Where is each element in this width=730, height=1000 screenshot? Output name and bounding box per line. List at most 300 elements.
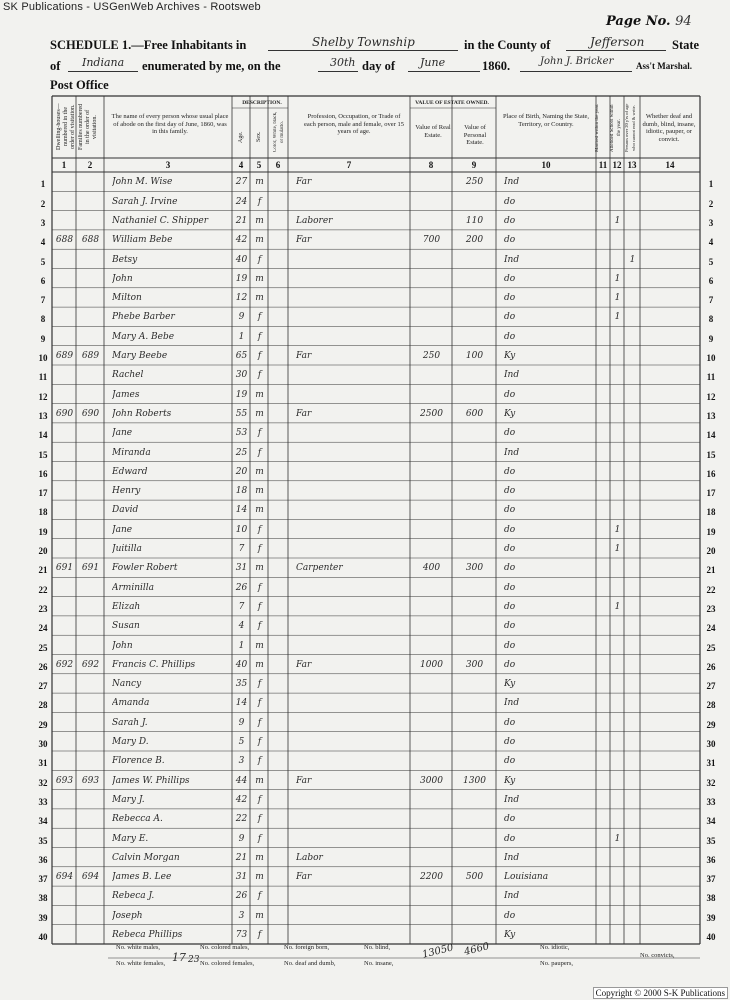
birthplace: do: [504, 196, 516, 207]
sex: f: [257, 428, 262, 439]
colored-females-label: No. colored females,: [200, 960, 255, 967]
person-name: Phebe Barber: [112, 312, 175, 323]
row-number-right: 20: [706, 546, 716, 556]
person-name: William Bebe: [112, 235, 173, 246]
page-label: Page No.: [606, 14, 671, 29]
col-family-header: Families numbered in the order of visitation.: [78, 103, 98, 151]
schedule-label: SCHEDULE 1.: [50, 38, 132, 52]
age: 4: [238, 621, 245, 632]
person-name: James: [112, 389, 140, 400]
birthplace: Ky: [504, 775, 516, 786]
real-estate-value: 1000: [420, 659, 443, 670]
age: 24: [235, 196, 248, 207]
row-number-right: 39: [706, 912, 716, 923]
personal-estate-value: 1300: [463, 775, 486, 786]
row-number-left: 6: [40, 275, 46, 286]
person-name: Nancy: [112, 679, 142, 690]
row-number-right: 40: [706, 932, 716, 942]
day-of-label: day of: [362, 59, 395, 73]
col-occupation-header: Profession, Occupation, or Trade of each person, male and female, over 15 years of age.: [304, 113, 404, 135]
sex: m: [255, 408, 264, 419]
row-number-left: 19: [38, 526, 48, 537]
row-number-right: 22: [706, 584, 716, 595]
sex: f: [257, 312, 262, 323]
col-school-header: Attended School within the year.: [610, 104, 622, 152]
birthplace: Ky: [504, 679, 516, 690]
age: 3: [238, 910, 245, 921]
row-number-left: 8: [40, 314, 46, 325]
row-number-right: 25: [706, 642, 716, 653]
birthplace: do: [504, 640, 516, 651]
sex: m: [255, 775, 264, 786]
age: 19: [235, 389, 248, 400]
row-number-right: 18: [706, 507, 716, 518]
row-number-left: 28: [38, 700, 48, 711]
convicts-label: No. convicts,: [640, 952, 675, 959]
birthplace: do: [504, 273, 516, 284]
sex: f: [257, 737, 262, 747]
col-color-header: Color, White, black, or mulatto.: [273, 111, 285, 153]
row-number-right: 12: [706, 391, 716, 402]
row-number-left: 37: [38, 874, 48, 885]
sex: m: [255, 852, 264, 863]
sex: f: [257, 351, 262, 361]
age: 53: [235, 428, 248, 439]
row-number-left: 35: [38, 835, 48, 846]
row-number-right: 32: [706, 777, 716, 788]
occupation: Laborer: [296, 215, 333, 226]
sex: m: [255, 659, 264, 670]
row-number-right: 28: [706, 700, 716, 711]
row-number-left: 17: [38, 488, 48, 499]
birthplace: do: [504, 428, 516, 439]
sex: f: [257, 717, 262, 728]
person-name: John: [112, 640, 133, 651]
column-number: 6: [275, 160, 281, 170]
watermark: SK Publications - USGenWeb Archives - Rootsweb: [3, 1, 261, 13]
occupation: Labor: [296, 852, 323, 863]
sex: m: [255, 505, 264, 516]
age: 40: [235, 254, 248, 265]
age: 42: [235, 794, 248, 805]
person-name: Amanda: [112, 698, 150, 709]
age: 65: [235, 351, 248, 361]
birthplace: do: [504, 389, 516, 400]
birthplace: do: [504, 524, 516, 535]
person-name: Mary A. Bebe: [112, 331, 175, 342]
person-name: James W. Phillips: [112, 775, 190, 786]
person-name: Juitilla: [112, 544, 142, 554]
dwelling-number: 691: [55, 563, 74, 574]
birthplace: Ky: [504, 351, 516, 361]
sex: m: [255, 293, 264, 304]
of-label: of: [50, 59, 61, 73]
birthplace: do: [504, 544, 516, 554]
row-number-right: 2: [708, 198, 714, 209]
real-estate-value: 2500: [420, 408, 443, 419]
row-number-left: 25: [38, 642, 48, 653]
family-number: 689: [81, 351, 100, 361]
age: 12: [235, 293, 248, 304]
birthplace: do: [504, 466, 516, 477]
row-number-left: 3: [40, 217, 46, 228]
age: 14: [235, 505, 248, 516]
row-number-right: 35: [706, 835, 716, 846]
row-number-right: 10: [706, 353, 716, 363]
sex: m: [255, 872, 264, 883]
age: 73: [235, 930, 248, 940]
person-name: Elizah: [112, 601, 141, 612]
sex: f: [257, 196, 262, 207]
white-females-label: No. white females,: [116, 960, 166, 967]
sex: f: [257, 524, 262, 535]
dwelling-number: 693: [55, 775, 74, 786]
birthplace: Ind: [504, 698, 520, 709]
occupation: Far: [296, 351, 312, 361]
sex: f: [257, 891, 262, 902]
person-name: Rebeca J.: [112, 891, 155, 902]
row-number-left: 39: [38, 912, 48, 923]
person-name: Miranda: [112, 447, 151, 458]
marshal-label: Ass't Marshal.: [636, 61, 692, 71]
col-name-header: The name of every person whose usual place of abode on the first day of June, 1860, was in this family.: [111, 113, 229, 135]
dwelling-number: 690: [55, 408, 74, 419]
sex: m: [255, 910, 264, 921]
age: 1: [238, 331, 245, 342]
person-name: Milton: [112, 293, 142, 304]
age: 7: [238, 601, 245, 612]
occupation: Far: [296, 235, 312, 246]
sex: f: [257, 621, 262, 632]
personal-estate-value: 300: [465, 659, 484, 670]
row-number-left: 32: [38, 777, 48, 788]
row-number-right: 11: [706, 372, 716, 383]
birthplace: do: [504, 910, 516, 921]
row-number-right: 33: [706, 796, 716, 807]
school-mark: 1: [614, 215, 621, 226]
person-name: Francis C. Phillips: [112, 659, 196, 670]
birthplace: do: [504, 505, 516, 516]
person-name: John: [112, 273, 133, 284]
sex: m: [255, 235, 264, 246]
dwelling-number: 692: [55, 659, 74, 670]
sex: f: [257, 544, 262, 554]
age: 9: [238, 833, 245, 844]
post-office-label: Post Office: [50, 78, 109, 92]
row-number-left: 27: [38, 681, 48, 692]
person-name: David: [112, 505, 139, 516]
day-value: 30th: [330, 56, 356, 69]
sex: f: [257, 756, 262, 767]
col-description-header: DESCRIPTION.: [242, 100, 282, 106]
sex: m: [255, 486, 264, 497]
personal-estate-value: 100: [465, 351, 484, 361]
family-number: 694: [81, 872, 100, 883]
person-name: Mary D.: [112, 737, 149, 747]
family-number: 693: [81, 775, 100, 786]
person-name: Edward: [112, 466, 148, 477]
sex: f: [257, 698, 262, 709]
sex: m: [255, 389, 264, 400]
age: 21: [235, 852, 248, 863]
family-number: 688: [81, 235, 100, 246]
state-value: Indiana: [82, 56, 125, 69]
person-name: Calvin Morgan: [112, 852, 180, 863]
row-number-right: 5: [708, 256, 714, 267]
personal-estate-value: 250: [465, 177, 484, 188]
birthplace: Ind: [504, 447, 520, 458]
age: 14: [235, 698, 248, 709]
birthplace: Louisiana: [504, 872, 549, 883]
person-name: Jane: [112, 524, 133, 535]
row-number-left: 30: [38, 739, 48, 749]
blind-label: No. blind,: [364, 944, 391, 951]
read-write-mark: 1: [629, 254, 636, 265]
person-name: Sarah J.: [112, 717, 148, 728]
birthplace: do: [504, 215, 516, 226]
age: 40: [235, 659, 248, 670]
person-name: Jane: [112, 428, 133, 439]
row-number-right: 16: [706, 468, 716, 479]
occupation: Far: [296, 659, 312, 670]
row-number-left: 22: [38, 584, 48, 595]
row-number-right: 3: [708, 217, 714, 228]
school-mark: 1: [614, 544, 621, 554]
person-name: Henry: [112, 486, 141, 497]
state-label: State: [672, 38, 700, 52]
column-number: 12: [612, 160, 622, 170]
row-number-right: 38: [706, 893, 716, 904]
occupation: Carpenter: [296, 563, 343, 574]
school-mark: 1: [614, 293, 621, 304]
county-label: in the County of: [464, 38, 551, 52]
age: 27: [235, 177, 248, 188]
birthplace: do: [504, 833, 516, 844]
birthplace: do: [504, 331, 516, 342]
sex: m: [255, 640, 264, 651]
column-number: 11: [598, 160, 608, 170]
age: 3: [238, 756, 245, 767]
row-number-right: 26: [706, 661, 716, 672]
column-number: 1: [61, 160, 67, 170]
person-name: John M. Wise: [112, 177, 173, 188]
age: 22: [235, 814, 248, 825]
real-estate-value: 250: [422, 351, 441, 361]
column-number: 7: [346, 160, 352, 170]
row-number-left: 21: [38, 565, 48, 576]
row-number-left: 7: [40, 295, 46, 306]
column-number: 8: [428, 160, 434, 170]
col-sex-header: Sex.: [256, 131, 262, 143]
sex: f: [257, 370, 262, 381]
person-name: Mary Beebe: [112, 351, 168, 361]
person-name: James B. Lee: [112, 872, 172, 883]
person-name: Rachel: [112, 370, 144, 381]
row-number-right: 21: [706, 565, 716, 576]
person-name: Betsy: [112, 254, 138, 265]
row-number-left: 1: [40, 179, 46, 190]
age: 1: [238, 640, 245, 651]
age: 19: [235, 273, 248, 284]
birthplace: do: [504, 659, 516, 670]
row-number-right: 31: [706, 758, 716, 769]
row-number-right: 17: [706, 488, 716, 499]
sex: f: [257, 582, 262, 593]
row-number-right: 6: [708, 275, 714, 286]
age: 20: [235, 466, 248, 477]
row-number-left: 9: [40, 333, 46, 344]
schedule-dash: —Free Inhabitants in: [131, 38, 247, 52]
row-number-right: 9: [708, 333, 714, 344]
sex: m: [255, 215, 264, 226]
row-number-right: 27: [706, 681, 716, 692]
personal-estate-value: 200: [465, 235, 484, 246]
row-number-right: 15: [706, 449, 716, 460]
age: 5: [238, 737, 245, 747]
person-name: Fowler Robert: [112, 563, 178, 574]
birthplace: do: [504, 737, 516, 747]
row-number-left: 16: [38, 468, 48, 479]
occupation: Far: [296, 872, 312, 883]
deaf-dumb-label: No. deaf and dumb,: [284, 960, 336, 967]
paupers-label: No. paupers,: [540, 960, 574, 967]
sex: f: [257, 930, 262, 940]
birthplace: do: [504, 621, 516, 632]
age: 18: [235, 486, 248, 497]
age: 55: [235, 408, 248, 419]
row-number-right: 29: [706, 719, 716, 730]
age: 26: [235, 582, 248, 593]
row-number-right: 1: [708, 179, 714, 190]
county-value: Jefferson: [590, 35, 645, 49]
row-number-left: 34: [38, 816, 48, 827]
person-name: Rebecca A.: [112, 814, 163, 825]
person-name: Mary E.: [112, 833, 149, 844]
row-number-right: 8: [708, 314, 714, 325]
row-number-left: 29: [38, 719, 48, 730]
age: 7: [238, 544, 245, 554]
sex: f: [257, 814, 262, 825]
col-value-header: VALUE OF ESTATE OWNED.: [415, 100, 489, 106]
column-number: 4: [238, 160, 244, 170]
birthplace: do: [504, 601, 516, 612]
column-number: 10: [541, 160, 551, 170]
school-mark: 1: [614, 273, 621, 284]
person-name: John Roberts: [112, 408, 172, 419]
sex: f: [257, 679, 262, 690]
real-estate-value: 2200: [420, 872, 443, 883]
row-number-right: 37: [706, 874, 716, 885]
col-real-estate-header: Value of Real Estate.: [415, 124, 451, 139]
person-name: Mary J.: [112, 794, 145, 805]
enum-label: enumerated by me, on the: [142, 59, 281, 73]
sex: m: [255, 273, 264, 284]
sex: m: [255, 563, 264, 574]
birthplace: do: [504, 717, 516, 728]
idiotic-label: No. idiotic,: [540, 944, 570, 951]
col-age-header: Age.: [238, 131, 244, 143]
row-number-left: 24: [38, 623, 48, 634]
total-real-estate: 13050: [421, 942, 455, 961]
person-name: Susan: [112, 621, 140, 632]
row-number-left: 2: [40, 198, 46, 209]
birthplace: do: [504, 756, 516, 767]
age: 31: [235, 563, 248, 574]
row-number-left: 5: [40, 256, 46, 267]
birthplace: Ind: [504, 254, 520, 265]
column-number: 13: [627, 160, 637, 170]
school-mark: 1: [614, 312, 621, 323]
personal-estate-value: 500: [465, 872, 484, 883]
school-mark: 1: [614, 601, 621, 612]
birthplace: Ky: [504, 930, 516, 940]
row-number-left: 23: [38, 603, 48, 614]
birthplace: do: [504, 814, 516, 825]
person-name: Sarah J. Irvine: [112, 196, 178, 207]
age: 30: [235, 370, 248, 381]
colored-males-label: No. colored males,: [200, 944, 250, 951]
row-number-right: 34: [706, 816, 716, 827]
row-number-right: 36: [706, 854, 716, 865]
row-number-left: 31: [38, 758, 48, 769]
age: 31: [235, 872, 248, 883]
row-number-right: 4: [708, 237, 714, 248]
row-number-right: 13: [706, 410, 716, 421]
marshal-value: John J. Bricker: [540, 56, 614, 67]
month-value: June: [420, 56, 446, 69]
family-number: 690: [81, 408, 100, 419]
dwelling-number: 688: [55, 235, 74, 246]
occupation: Far: [296, 775, 312, 786]
person-name: Joseph: [112, 910, 143, 921]
column-number: 5: [256, 160, 262, 170]
person-name: Nathaniel C. Shipper: [112, 215, 209, 226]
row-number-right: 30: [706, 739, 716, 749]
family-number: 692: [81, 659, 100, 670]
insane-label: No. insane,: [364, 960, 394, 967]
sex: m: [255, 466, 264, 477]
birthplace: do: [504, 582, 516, 593]
age: 10: [235, 524, 248, 535]
personal-estate-value: 110: [465, 215, 484, 226]
township-value: Shelby Township: [312, 35, 415, 49]
real-estate-value: 700: [422, 235, 441, 246]
birthplace: do: [504, 235, 516, 246]
row-number-left: 26: [38, 661, 48, 672]
occupation: Far: [296, 408, 312, 419]
age: 42: [235, 235, 248, 246]
row-number-left: 33: [38, 796, 48, 807]
column-number: 14: [665, 160, 675, 170]
row-number-left: 13: [38, 410, 48, 421]
birthplace: Ky: [504, 408, 516, 419]
col-married-header: Married within the year.: [595, 103, 600, 153]
birthplace: Ind: [504, 177, 520, 188]
person-name: Rebeca Phillips: [112, 930, 183, 940]
dwelling-number: 694: [55, 872, 74, 883]
row-number-left: 40: [38, 932, 48, 942]
row-number-right: 23: [706, 603, 716, 614]
birthplace: Ind: [504, 794, 520, 805]
sex: f: [257, 833, 262, 844]
white-males-value: 17: [172, 951, 186, 964]
age: 9: [238, 717, 245, 728]
white-males-label: No. white males,: [116, 944, 161, 951]
row-number-left: 36: [38, 854, 48, 865]
foreign-born-label: No. foreign born,: [284, 944, 330, 951]
person-name: Arminilla: [112, 582, 155, 593]
birthplace: do: [504, 312, 516, 323]
